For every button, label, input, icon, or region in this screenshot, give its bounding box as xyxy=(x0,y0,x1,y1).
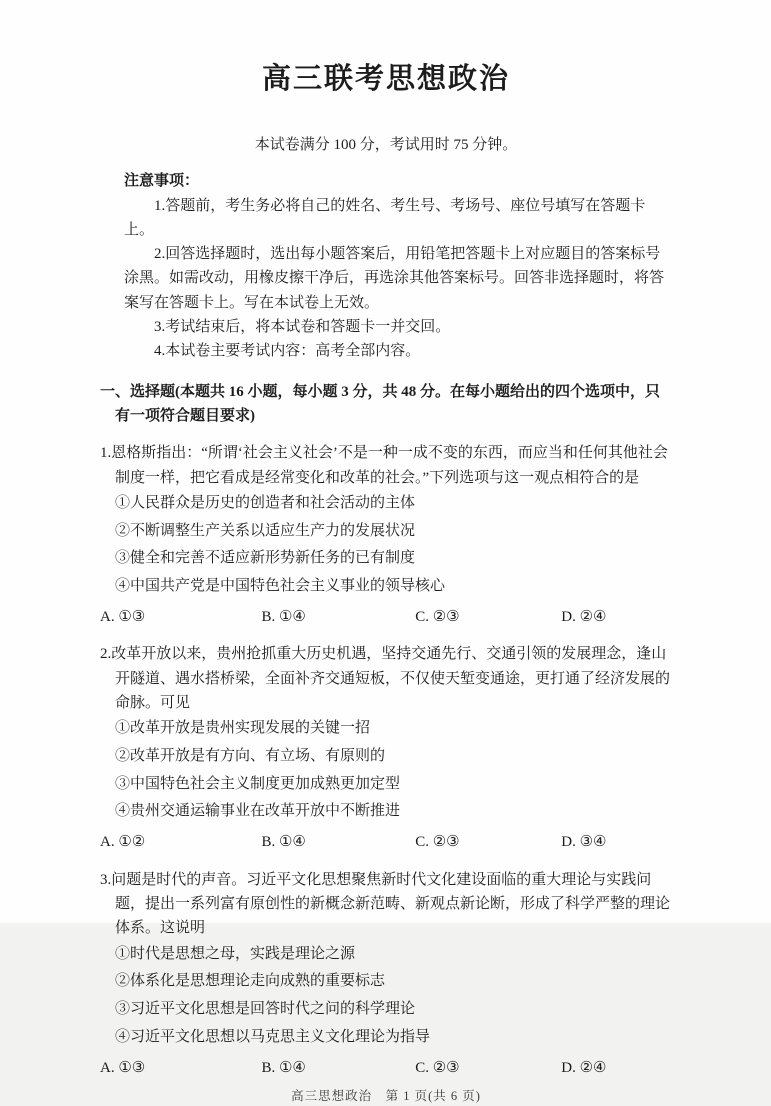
option-c: C. ②③ xyxy=(415,608,460,625)
option-d: D. ③④ xyxy=(561,834,607,851)
question-statement: ②不断调整生产关系以适应生产力的发展状况 xyxy=(115,522,416,539)
section-heading: 一、选择题(本题共 16 小题，每小题 3 分，共 48 分。在每小题给出的四个选项中，只有一项符合题目要求) xyxy=(100,383,660,424)
question-statement: ④中国共产党是中国特色社会主义事业的领导核心 xyxy=(115,578,446,595)
options-row xyxy=(100,828,672,857)
question-statement: ②体系化是思想理论走向成熟的重要标志 xyxy=(115,973,386,990)
question-stem: 3.问题是时代的声音。习近平文化思想聚焦新时代文化建设面临的重大理论与实践问题，提出一系列富有原创性的新概念新范畴、新观点新论断，形成了科学严整的理论体系。这说明 xyxy=(100,871,671,937)
option-b: B. ①④ xyxy=(261,1059,306,1076)
option-c: C. ②③ xyxy=(415,1059,460,1076)
question-statement: ③中国特色社会主义制度更加成熟更加定型 xyxy=(115,775,401,792)
option-a: A. ①③ xyxy=(100,1059,146,1076)
option-d: D. ②④ xyxy=(561,608,607,625)
option-d: D. ②④ xyxy=(561,1059,607,1076)
options-row xyxy=(100,603,672,632)
question xyxy=(100,642,672,860)
page-title: 高三联考思想政治 xyxy=(261,63,510,95)
option-a: A. ①③ xyxy=(100,608,146,625)
notice-section xyxy=(124,167,672,363)
question-statement: ④贵州交通运输事业在改革开放中不断推进 xyxy=(115,803,401,820)
option-b: B. ①④ xyxy=(261,834,306,851)
question-stem: 1.恩格斯指出：“所谓‘社会主义社会’不是一种一成不变的东西，而应当和任何其他社会制度一样，把它看成是经常变化和改革的社会。”下列选项与这一观点相符合的是 xyxy=(100,445,668,486)
question-statement: ①人民群众是历史的创造者和社会活动的主体 xyxy=(115,494,416,511)
notice-item: 1.答题前，考生务必将自己的姓名、考生号、考场号、座位号填写在答题卡上。 xyxy=(124,197,646,238)
question-statement: ②改革开放是有方向、有立场、有原则的 xyxy=(115,747,386,764)
notice-heading: 注意事项： xyxy=(124,173,200,190)
notice-item: 2.回答选择题时，选出每小题答案后，用铅笔把答题卡上对应题目的答案标号涂黑。如需改动，用橡皮擦干净后，再选涂其他答案标号。回答非选择题时，将答案写在答题卡上。写在本试卷上无效。 xyxy=(124,246,665,311)
options-row xyxy=(100,1054,672,1083)
question-stem: 2.改革开放以来，贵州抢抓重大历史机遇，坚持交通先行、交通引领的发展理念，逢山开隧道、遇水搭桥梁，全面补齐交通短板，不仅使天堑变通途，更打通了经济发展的命脉。可见 xyxy=(100,646,671,711)
question-statement: ①时代是思想之母，实践是理论之源 xyxy=(115,945,356,962)
option-a: A. ①② xyxy=(100,834,146,851)
notice-item: 4.本试卷主要考试内容：高考全部内容。 xyxy=(154,343,421,360)
page-footer: 高三思想政治 第 1 页(共 6 页) xyxy=(291,1089,481,1104)
question xyxy=(100,868,672,1086)
option-b: B. ①④ xyxy=(261,608,306,625)
option-c: C. ②③ xyxy=(415,834,460,851)
question-statement: ④习近平文化思想以马克思主义文化理论为指导 xyxy=(115,1028,431,1045)
question-statement: ①改革开放是贵州实现发展的关键一招 xyxy=(115,720,371,737)
question-statement: ③健全和完善不适应新形势新任务的已有制度 xyxy=(115,550,416,567)
question-statement: ③习近平文化思想是回答时代之问的科学理论 xyxy=(115,1001,416,1018)
notice-item: 3.考试结束后，将本试卷和答题卡一并交回。 xyxy=(154,319,451,336)
exam-subtitle: 本试卷满分 100 分，考试用时 75 分钟。 xyxy=(254,136,518,153)
question xyxy=(100,441,672,635)
